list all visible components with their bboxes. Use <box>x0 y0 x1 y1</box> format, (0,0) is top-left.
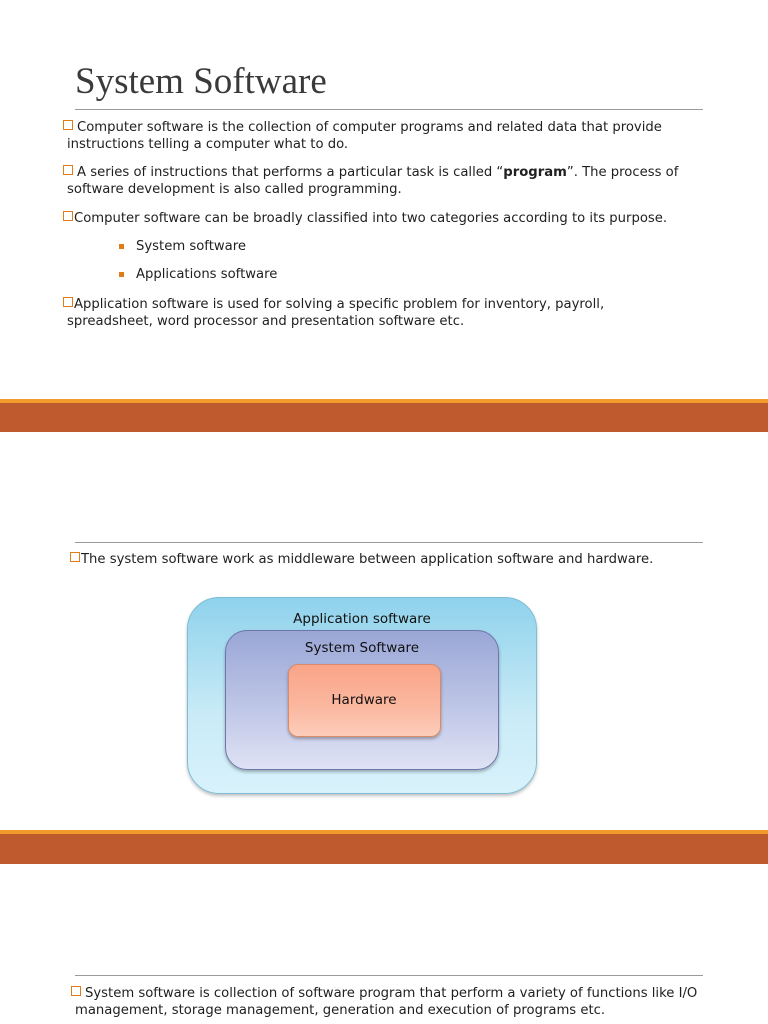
bullet-2-bold-term: program <box>503 165 567 180</box>
sub-item-system-software: System software <box>136 239 247 254</box>
bullet-4-line-1: Application software is used for solving a specific problem for inventory, payroll, <box>74 297 605 312</box>
bullet-paragraph-4 <box>63 297 723 330</box>
title-divider <box>75 109 703 110</box>
square-bullet-icon <box>119 272 124 277</box>
bullet-1-line-1: Computer software is the collection of computer programs and related data that provide <box>77 120 662 135</box>
bullet-1-line-2: instructions telling a computer what to do. <box>67 136 349 152</box>
slide-3-line-2: management, storage management, generation and execution of programs etc. <box>75 1002 606 1018</box>
slide-separator-band <box>0 403 768 432</box>
checkbox-bullet-icon <box>63 211 73 221</box>
bullet-2-line-1-pre: A series of instructions that performs a particular task is called “ <box>77 165 504 180</box>
square-bullet-icon <box>119 244 124 249</box>
slide-3-bullet <box>71 986 761 1019</box>
checkbox-bullet-icon <box>70 552 80 562</box>
slide-title: System Software <box>75 61 327 102</box>
bullet-paragraph-2 <box>63 165 723 198</box>
slide-3-divider <box>75 975 703 976</box>
sub-item-applications-software: Applications software <box>136 267 278 282</box>
bullet-paragraph-1 <box>63 120 723 153</box>
system-software-label: System Software <box>304 640 420 656</box>
slide-separator-band <box>0 834 768 864</box>
application-software-label: Application software <box>293 611 431 627</box>
bullet-3-text: Computer software can be broadly classified into two categories according to its purpose. <box>74 211 668 226</box>
bullet-paragraph-3 <box>63 211 743 228</box>
hardware-label: Hardware <box>331 692 397 708</box>
slide-3-line-1: System software is collection of software program that perform a variety of functions like I/O <box>85 986 698 1001</box>
checkbox-bullet-icon <box>63 120 73 130</box>
checkbox-bullet-icon <box>71 986 81 996</box>
bullet-4-line-2: spreadsheet, word processor and presentation software etc. <box>67 313 465 329</box>
slide-2-divider <box>75 542 703 543</box>
checkbox-bullet-icon <box>63 297 73 307</box>
bullet-2-line-1-post: ”. The process of <box>566 165 679 180</box>
slide-2-bullet <box>70 552 750 569</box>
checkbox-bullet-icon <box>63 165 73 175</box>
slide-2-bullet-text: The system software work as middleware between application software and hardware. <box>81 552 654 567</box>
bullet-2-line-2: software development is also called programming. <box>67 181 402 197</box>
